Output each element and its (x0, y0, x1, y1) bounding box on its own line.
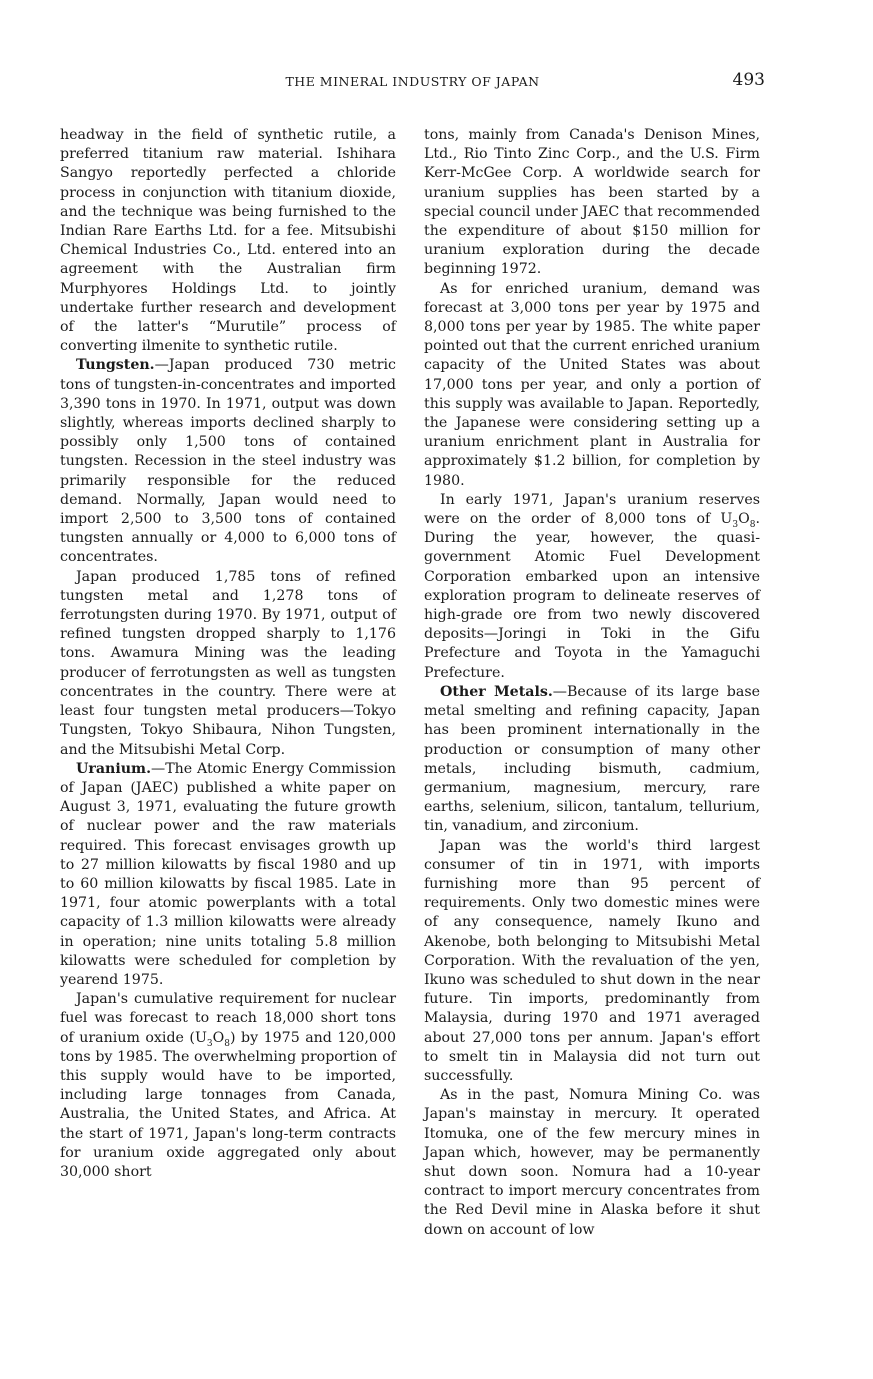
right-column (424, 126, 760, 1240)
paragraph-text: —Japan produced 730 metric tons of tungsten-in-concentrates and imported 3,390 tons in 1970. In 1971, output was down slightly, whereas imports declined sharply to possibly only 1,500 tons of contained tungsten. Recession in the steel industry was primarily responsible for the reduced demand. Normally, Japan would need to import 2,500 to 3,500 tons of contained tungsten annually or 4,000 to 6,000 tons of concentrates. (60, 357, 396, 566)
paragraph (60, 990, 396, 1182)
subscript: 3 (206, 1038, 213, 1049)
paragraph (424, 491, 760, 683)
paragraph: headway in the field of synthetic rutile, a preferred titanium raw material. Ishihara Sangyo reportedly perfected a chloride process in conjunction with titanium dioxide, and the technique was being furnished to the Indian Rare Earths Ltd. for a fee. Mitsubishi Chemical Industries Co., Ltd. entered into an agreement with the Australian firm Murphyores Holdings Ltd. to jointly undertake further research and development of the latter's “Murutile” process of converting ilmenite to synthetic rutile. (60, 127, 396, 355)
paragraph: As for enriched uranium, demand was forecast at 3,000 tons per year by 1975 and 8,000 tons per year by 1985. The white paper pointed out that the current enriched uranium capacity of the United States was about 17,000 tons per year, and only a portion of this supply was available to Japan. Reportedly, the Japanese were considering setting up a uranium enrichment plant in Australia for approximately $1.2 billion, for completion by 1980. (424, 280, 760, 489)
paragraph: tons, mainly from Canada's Denison Mines, Ltd., Rio Tinto Zinc Corp., and the U.S. Firm Kerr-McGee Corp. A worldwide search for uranium supplies has been started by a special council under JAEC that recommended the expenditure of about $150 million for uranium exploration during the decade beginning 1972. (424, 127, 760, 278)
paragraph-uranium (60, 760, 396, 990)
paragraph-text: —Because of its large base metal smelting and refining capacity, Japan has been prominent internationally in the production or consumption of many other metals, including bismuth, cadmium, germanium, magnesium, mercury, rare earths, selenium, silicon, tantalum, tellurium, tin, vanadium, and zirconium. (424, 683, 760, 835)
running-head: THE MINERAL INDUSTRY OF JAPAN (285, 74, 540, 89)
section-heading: Uranium. (76, 760, 152, 777)
paragraph-text: —The Atomic Energy Commission of Japan (JAEC) published a white paper on August 3, 1971, evaluating the future growth of nuclear power and the raw materials required. This forecast envisages growth up to 27 million kilowatts by fiscal 1980 and up to 60 million kilowatts by fiscal 1985. Late in 1971, four atomic powerplants with a total capacity of 1.3 million kilowatts were already in operation; nine units totaling 5.8 million kilowatts were scheduled for completion by yearend 1975. (60, 760, 396, 988)
section-heading: Tungsten. (76, 357, 155, 374)
paragraph: Japan produced 1,785 tons of refined tungsten metal and 1,278 tons of ferrotungsten during 1970. By 1971, output of refined tungsten dropped sharply to 1,176 tons. Awamura Mining was the leading producer of ferrotungsten as well as tungsten concentrates in the country. There were at least four tungsten metal producers—Tokyo Tungsten, Tokyo Shibaura, Nihon Tungsten, and the Mitsubishi Metal Corp. (60, 568, 396, 758)
page-header (60, 70, 765, 100)
subscript: 8 (749, 519, 756, 530)
text-run: ) by 1975 and 120,000 tons by 1985. The overwhelming proportion of this supply would have to be imported, including large tonnages from Canada, Australia, the United States, and Africa. At the start of 1971, Japan's long-term contracts for uranium oxide aggregated only about 30,000 short (60, 1029, 397, 1180)
subscript: 3 (732, 519, 739, 530)
text-run: Japan's cumulative requirement for nuclear fuel was forecast to reach 18,000 short tons of uranium oxide (U (60, 991, 396, 1046)
text-run: O (212, 1029, 225, 1046)
left-column (60, 126, 396, 1182)
text-run: O (738, 511, 750, 528)
section-heading: Other Metals. (440, 683, 553, 700)
text-run: . During the year, however, the quasi-government Atomic Fuel Development Corporation embarked upon an intensive exploration program to delineate reserves of high-grade ore from two newly discovered deposits—Joringi in Toki in the Gifu Prefecture and Toyota in the Yamaguchi Prefecture. (424, 511, 760, 681)
subscript: 8 (224, 1038, 231, 1049)
paragraph: Japan was the world's third largest consumer of tin in 1971, with imports furnishing more than 95 percent of requirements. Only two domestic mines were of any consequence, namely Ikuno and Akenobe, both belonging to Mitsubishi Metal Corporation. With the revaluation of the yen, Ikuno was scheduled to shut down in the near future. Tin imports, predominantly from Malaysia, during 1970 and 1971 averaged about 27,000 tons per annum. Japan's effort to smelt tin in Malaysia did not turn out successfully. (424, 837, 760, 1084)
paragraph: As in the past, Nomura Mining Co. was Japan's mainstay in mercury. It operated Itomuka, one of the few mercury mines in Japan which, however, may be permanently shut down soon. Nomura had a 10-year contract to import mercury concentrates from the Red Devil mine in Alaska before it shut down on account of low (424, 1087, 760, 1238)
page-number: 493 (732, 70, 765, 90)
paragraph-other-metals (424, 683, 760, 837)
text-run: In early 1971, Japan's uranium reserves were on the order of 8,000 tons of U (424, 491, 760, 528)
paragraph-tungsten (60, 356, 396, 567)
